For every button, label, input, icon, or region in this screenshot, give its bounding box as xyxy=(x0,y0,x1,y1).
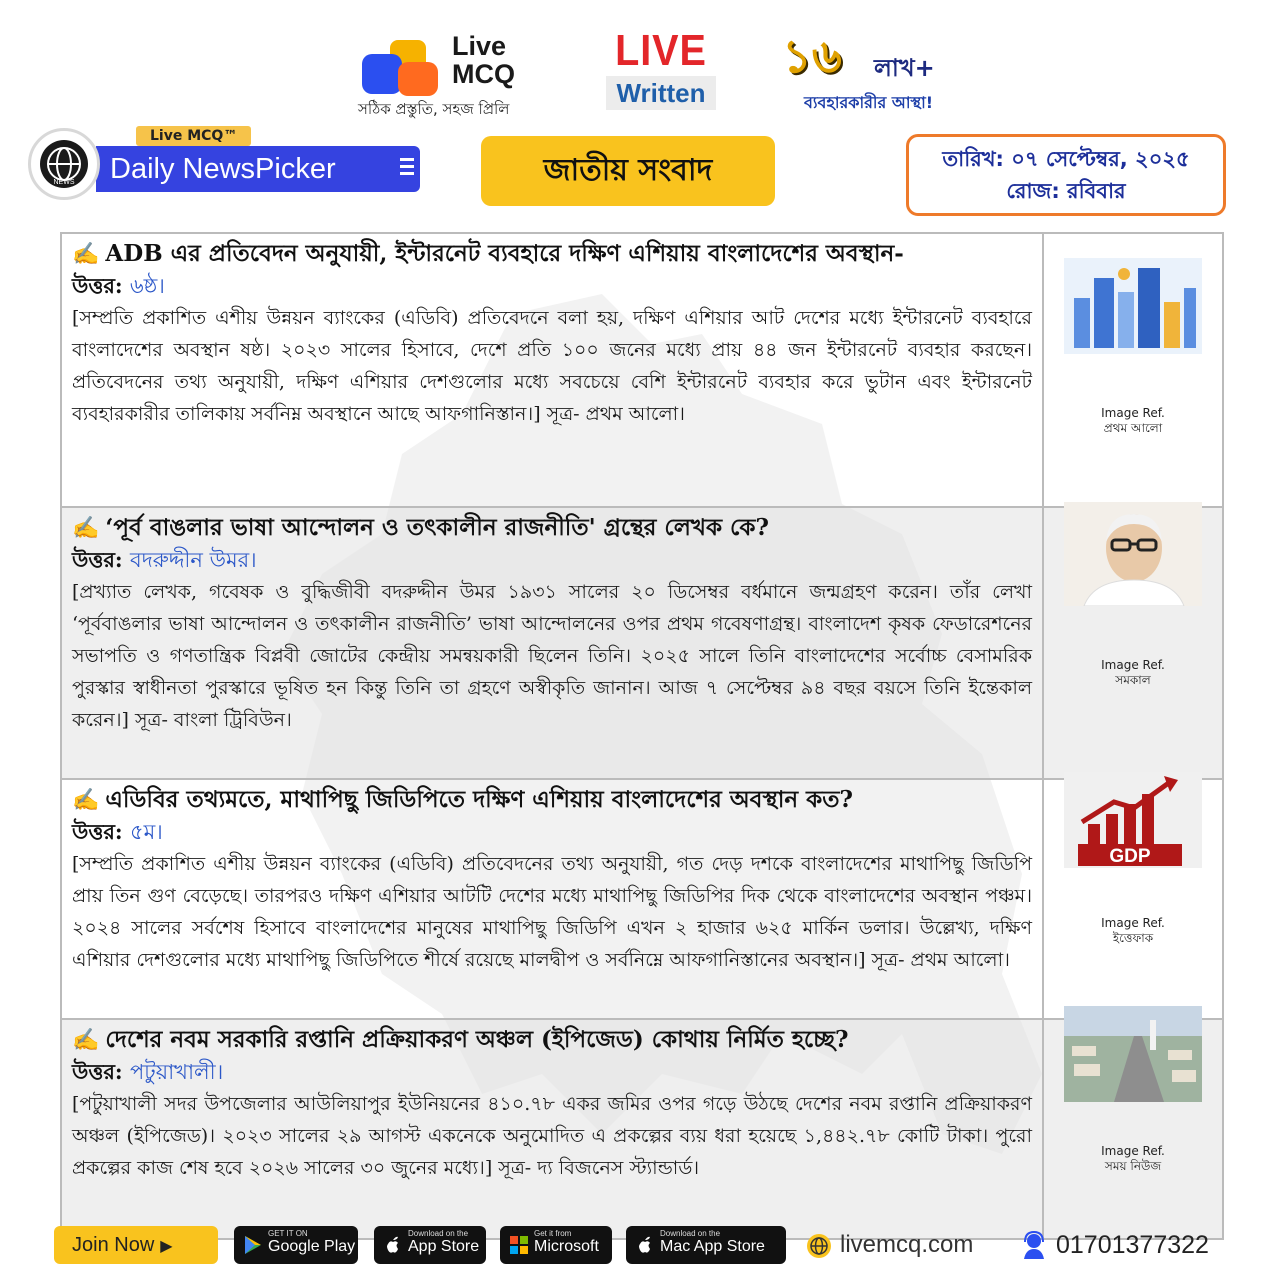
newspicker-title: Daily NewsPicker xyxy=(110,153,336,185)
livemcq-logo xyxy=(358,30,548,120)
category-title: জাতীয় সংবাদ xyxy=(481,136,775,206)
live-written-logo xyxy=(606,28,716,118)
explanation: [সম্প্রতি প্রকাশিত এশীয় উন্নয়ন ব্যাংকের (এডিবি) প্রতিবেদনের তথ্য অনুযায়ী, গত দেড় দশকে বাংলাদেশের মাথাপিছু জিডিপি প্রায় তিন গুণ বেড়েছে। তারপরও দক্ষিণ এশিয়ার আটটি দেশের মধ্যে মাথাপিছু জিডিপির দিক থেকে বাংলাদেশের অবস্থান পঞ্চম। ২০২৪ সালের সর্বশেষ হিসাবে বাংলাদেশের মানুষের মাথাপিছু জিডিপি এখন ২ হাজার ৬২৫ মার্কিন ডলার। উল্লেখ্য, দক্ষিণ এশিয়ার দেশগুলোর মধ্যে মাথাপিছু জিডিপিতে শীর্ষে রয়েছে মালদ্বীপ ও সর্বনিম্নে আফগানিস্তানের অবস্থান।] সূত্র- প্রথম আলো। xyxy=(72,853,1032,971)
internet-buildings-image xyxy=(1064,258,1202,354)
google-play-icon xyxy=(242,1234,264,1256)
news-table xyxy=(60,232,1224,1240)
live-label: LIVE xyxy=(615,26,707,75)
users-count: ১৬ xyxy=(782,29,842,83)
phone-number[interactable]: 01701377322 xyxy=(1020,1226,1209,1264)
date-box xyxy=(906,134,1226,216)
pen-icon: ✍ xyxy=(72,241,100,267)
microsoft-store-button[interactable]: Get it from Microsoft xyxy=(500,1226,612,1264)
menu-lines-icon xyxy=(400,158,414,179)
pen-icon: ✍ xyxy=(72,1027,100,1053)
livemcq-logo-icon xyxy=(360,36,440,98)
brand-name: Live MCQ xyxy=(452,31,515,89)
image-ref: Image Ref. প্রথম আলো xyxy=(1101,406,1165,435)
written-label: Written xyxy=(606,76,716,110)
answer: উত্তর: ৫ম। xyxy=(72,819,163,844)
gdp-chart-image xyxy=(1064,772,1202,868)
users-badge xyxy=(782,28,972,118)
microsoft-icon xyxy=(508,1234,530,1256)
question: ✍ এডিবির তথ্যমতে, মাথাপিছু জিডিপিতে দক্ষিণ এশিয়ায় বাংলাদেশের অবস্থান কত? xyxy=(72,786,853,813)
news-item-image-cell xyxy=(1044,780,1222,1018)
date-line: তারিখ: ০৭ সেপ্টেম্বর, ২০২৫ xyxy=(942,147,1190,171)
news-item-text xyxy=(62,780,1044,1018)
news-item-1 xyxy=(62,234,1222,508)
author-portrait-image xyxy=(1064,502,1202,606)
explanation: [সম্প্রতি প্রকাশিত এশীয় উন্নয়ন ব্যাংকের (এডিবি) প্রতিবেদনে বলা হয়, দক্ষিণ এশিয়ার আট দেশের মধ্যে ইন্টারনেট ব্যবহারে বাংলাদেশের অবস্থান ষষ্ঠ। ২০২৩ সালের হিসাবে, দেশে প্রতি ১০০ জনের মধ্যে প্রায় ৪৪ জন ইন্টারনেট ব্যবহার করছেন। প্রতিবেদনের তথ্য অনুযায়ী, দক্ষিণ এশিয়ার দেশগুলোর মধ্যে সবচেয়ে বেশি ইন্টারনেট ব্যবহার করে ভুটান এবং ইন্টারনেট ব্যবহারকারীর তালিকায় সর্বনিম্ন অবস্থানে আছে আফগানিস্তান।] সূত্র- প্রথম আলো। xyxy=(72,307,1032,425)
brand-tagline: সঠিক প্রস্তুতি, সহজ প্রিলি xyxy=(358,100,510,118)
explanation: [পটুয়াখালী সদর উপজেলার আউলিয়াপুর ইউনিয়নের ৪১০.৭৮ একর জমির ওপর গড়ে উঠছে দেশের নবম রপ্তানি প্রক্রিয়াকরণ অঞ্চল (ইপিজেড)। ২০২৩ সালের ২৯ আগস্ট একনেকে অনুমোদিত এ প্রকল্পের ব্যয় ধরা হয়েছে ১,৪৪২.৭৮ কোটি টাকা। পুরো প্রকল্পের কাজ শেষ হবে ২০২৬ সালের ৩০ জুনের মধ্যে।] সূত্র- দ্য বিজনেস স্ট্যান্ডার্ড। xyxy=(72,1093,1032,1179)
website-link[interactable]: livemcq.com xyxy=(806,1226,973,1264)
news-item-text xyxy=(62,508,1044,778)
explanation: [প্রখ্যাত লেখক, গবেষক ও বুদ্ধিজীবী বদরুদ্দীন উমর ১৯৩১ সালের ২০ ডিসেম্বর বর্ধমানে জন্মগ্রহণ করেন। তাঁর লেখা ‘পূর্ববাঙলার ভাষা আন্দোলন ও তৎকালীন রাজনীতি’ ভাষা আন্দোলনের ওপর প্রথম গবেষণাগ্রন্থ। বাংলাদেশ কৃষক ফেডারেশনের সভাপতি ও গণতান্ত্রিক বিপ্লবী জোটের কেন্দ্রীয় সমন্বয়কারী ছিলেন তিনি। ২০২৫ সালে তিনি বাংলাদেশের সর্বোচ্চ বেসামরিক পুরস্কার স্বাধীনতা পুরস্কারে ভূষিত হন কিন্তু তিনি তা গ্রহণে অস্বীকৃতি জানান। আজ ৭ সেপ্টেম্বর ৯৪ বছর বয়সে তিনি ইন্তেকাল করেন।] সূত্র- বাংলা ট্রিবিউন। xyxy=(72,581,1032,731)
image-ref: Image Ref. সময় নিউজ xyxy=(1101,1144,1165,1173)
mac-app-store-button[interactable]: Download on the Mac App Store xyxy=(626,1226,786,1264)
globe-icon xyxy=(806,1233,832,1259)
support-agent-icon xyxy=(1020,1231,1048,1261)
news-item-text xyxy=(62,234,1044,506)
pen-icon: ✍ xyxy=(72,787,100,813)
globe-news-text: NEWS xyxy=(53,179,75,186)
footer xyxy=(54,1226,1234,1272)
question: ✍ ‘পূর্ব বাঙলার ভাষা আন্দোলন ও তৎকালীন রাজনীতি' গ্রন্থের লেখক কে? xyxy=(72,514,769,541)
newspicker-logo xyxy=(24,124,404,224)
users-caption: ব্যবহারকারীর আস্থা! xyxy=(804,93,934,112)
answer: উত্তর: বদরুদ্দীন উমর। xyxy=(72,547,257,572)
news-item-2 xyxy=(62,508,1222,780)
news-item-image-cell xyxy=(1044,508,1222,778)
app-store-button[interactable]: Download on the App Store xyxy=(374,1226,486,1264)
globe-icon xyxy=(28,128,100,200)
apple-icon xyxy=(382,1234,404,1256)
pen-icon: ✍ xyxy=(72,515,100,541)
image-ref: Image Ref. ইত্তেফাক xyxy=(1101,916,1165,945)
news-item-image-cell xyxy=(1044,234,1222,506)
answer: উত্তর: ৬ষ্ঠ। xyxy=(72,273,165,298)
question: ✍ দেশের নবম সরকারি রপ্তানি প্রক্রিয়াকরণ অঞ্চল (ইপিজেড) কোথায় নির্মিত হচ্ছে? xyxy=(72,1026,849,1053)
news-item-3 xyxy=(62,780,1222,1020)
apple-icon xyxy=(634,1234,656,1256)
newspicker-bar xyxy=(96,146,420,192)
google-play-button[interactable]: GET IT ON Google Play xyxy=(234,1226,358,1264)
users-unit: লাখ+ xyxy=(874,54,935,82)
play-arrow-icon: ▶ xyxy=(160,1238,173,1255)
image-ref: Image Ref. সমকাল xyxy=(1101,658,1165,687)
join-now-button[interactable]: Join Now ▶ xyxy=(54,1226,218,1264)
news-item-4 xyxy=(62,1020,1222,1240)
day-line: রোজ: রবিবার xyxy=(1006,179,1126,203)
newspicker-tm: Live MCQ™ xyxy=(136,126,251,146)
answer: উত্তর: পটুয়াখালী। xyxy=(72,1059,224,1084)
epz-aerial-image xyxy=(1064,1006,1202,1102)
question: ✍ ADB এর প্রতিবেদন অনুযায়ী, ইন্টারনেট ব্যবহারে দক্ষিণ এশিয়ায় বাংলাদেশের অবস্থান- xyxy=(72,240,904,267)
news-item-text xyxy=(62,1020,1044,1240)
news-item-image-cell xyxy=(1044,1020,1222,1240)
gdp-text: GDP xyxy=(1109,846,1151,867)
